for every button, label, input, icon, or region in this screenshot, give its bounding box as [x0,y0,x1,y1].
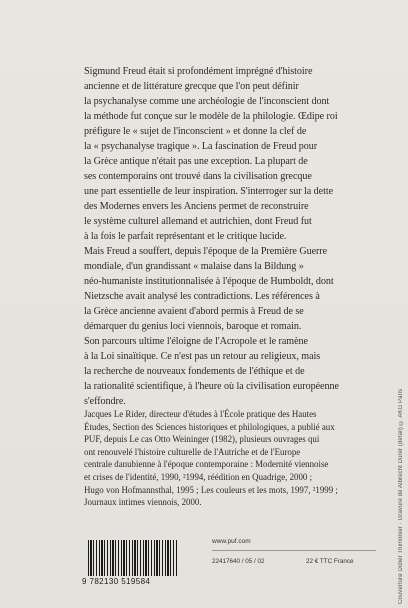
bio-line: ont renouvelé l'histoire culturelle de l'Autriche et de l'Europe [84,446,301,457]
blurb-line: la méthode fut conçue sur le modèle de la philologie. Œdipe roi [84,111,338,122]
blurb-line: une part essentielle de leur inspiration. S'interroger sur la dette [84,186,334,197]
bio-line: Études, Section des Sciences historiques et philologiques, a publié aux [84,421,335,432]
blurb-line: à la fois le parfait représentant et le critique lucide. [84,231,287,242]
barcode-bars [88,540,178,576]
author-bio [84,408,380,509]
bio-line: Jacques Le Rider, directeur d'études à l'École pratique des Hautes [84,409,317,419]
bio-line: centrale danubienne à l'époque contemporaine : Modernité viennoise [84,459,329,470]
divider [212,550,376,551]
blurb-line: démarquer du genius loci viennois, baroque et romain. [84,321,302,332]
publisher-url[interactable]: www.puf.com [212,538,251,545]
blurb-line: ancienne et de littérature grecque que l'on peut définir [84,81,299,92]
blurb-line: à la Loi sinaïtique. Ce n'est pas un retour au religieux, mais [84,351,321,362]
blurb-line: néo-humaniste institutionnalisée à l'époque de Humboldt, dont [84,276,334,287]
price: 22 € TTC France [306,558,354,565]
blurb-line: la « psychanalyse tragique ». La fascination de Freud pour [84,141,318,152]
isbn-digits: 9 782130 519584 [82,577,151,586]
blurb-line: des Modernes envers les Anciens permet de reconstruire [84,201,309,212]
blurb-line: la Grèce antique n'était pas une exception. La plupart de [84,156,308,167]
bio-line: Journaux intimes viennois, 2000. [84,497,202,508]
product-code: 22417640 / 05 / 02 [212,558,265,565]
blurb-line: préfigure le « sujet de l'inconscient » et donne la clef de [84,126,307,137]
blurb-line: Mais Freud a souffert, depuis l'époque de la Première Guerre [84,246,328,257]
bio-line: PUF, depuis Le cas Otto Weininger (1982), plusieurs ouvrages qui [84,434,320,445]
blurb-line: mondiale, d'un grandissant « malaise dans la Bildung » [84,261,304,272]
blurb-line: la psychanalyse comme une archéologie de l'inconscient dont [84,96,330,107]
blurb-line: le système culturel allemand et autrichien, dont Freud fut [84,216,312,227]
isbn-barcode [82,540,180,586]
blurb-text [84,64,380,409]
cover-credit: Couverture Didier Thimonier · Gravure de Albrecht Dürer (détail) © AKG Paris [398,388,404,604]
blurb-line: ses contemporains ont trouvé dans la civilisation grecque [84,171,312,182]
blurb-line: Sigmund Freud était si profondément imprégné d'histoire [84,66,313,77]
blurb-line: la Grèce ancienne avaient d'abord permis à Freud de se [84,306,304,317]
blurb-line: Son parcours ultime l'éloigne de l'Acropole et le ramène [84,336,308,347]
blurb-line: Nietzsche avait analysé les contradictions. Les références à [84,291,320,302]
bio-line: Hugo von Hofmannsthal, 1995 ; Les couleurs et les mots, 1997, ²1999 ; [84,484,338,495]
blurb-line: la recherche de nouveaux fondements de l'éthique et de [84,366,305,377]
blurb-line: s'effondre. [84,396,126,407]
blurb-line: la rationalité scientifique, à l'heure où la civilisation européenne [84,381,339,392]
bio-line: et crises de l'identité, 1990, ²1994, réédition en Quadrige, 2000 ; [84,471,313,482]
